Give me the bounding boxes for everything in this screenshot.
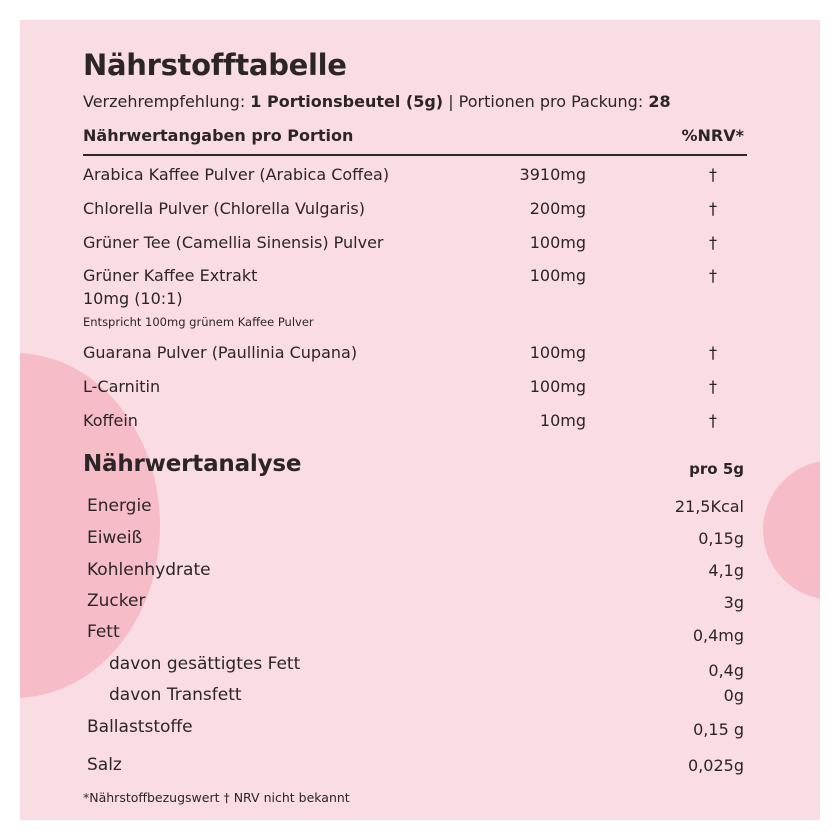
ingredient-nrv: †: [709, 165, 717, 184]
nutrient-value: 0,4mg: [692, 626, 744, 645]
ingredient-name: Guarana Pulver (Paullinia Cupana): [83, 343, 358, 362]
ingredient-nrv: †: [709, 266, 717, 285]
nutrient-name: Salz: [87, 755, 122, 775]
ingredient-sub: 10mg (10:1): [83, 289, 183, 308]
decorative-circle-right: [763, 460, 820, 600]
ingredient-nrv: †: [709, 199, 717, 218]
nutrient-value: 0,025g: [688, 756, 744, 775]
nutrient-value: 0,15 g: [693, 720, 744, 739]
nutrient-name: davon gesättigtes Fett: [109, 654, 301, 674]
ingredient-amount: 10mg: [539, 411, 586, 430]
ingredients-header-label: Nährwertangaben pro Portion: [83, 126, 354, 145]
nutrient-name: Kohlenhydrate: [87, 560, 211, 580]
decorative-circle-left: [20, 353, 160, 698]
serving-prefix: Verzehrempfehlung:: [83, 92, 251, 111]
nutrient-value: 0g: [723, 686, 744, 705]
nutrient-value: 21,5Kcal: [674, 497, 744, 516]
serving-portion: 1 Portionsbeutel (5g): [250, 92, 444, 111]
nutrient-value: 4,1g: [708, 561, 744, 580]
ingredient-name: Grüner Kaffee Extrakt: [83, 266, 258, 285]
nutrient-name: Eiweiß: [87, 528, 143, 548]
ingredient-name: Chlorella Pulver (Chlorella Vulgaris): [83, 199, 365, 218]
ingredient-nrv: †: [709, 411, 717, 430]
analysis-title: Nährwertanalyse: [83, 451, 302, 477]
ingredient-amount: 100mg: [529, 343, 586, 362]
nutrient-name: Zucker: [87, 591, 146, 611]
nutrient-value: 0,15g: [698, 529, 744, 548]
serving-info: [83, 92, 671, 111]
ingredient-name: Koffein: [83, 411, 138, 430]
analysis-column-header: pro 5g: [689, 460, 744, 478]
nutrition-card: [20, 20, 820, 820]
nutrient-name: davon Transfett: [109, 685, 242, 705]
nutrient-name: Energie: [87, 496, 152, 516]
footnote: *Nährstoffbezugswert † NRV nicht bekannt: [83, 790, 350, 805]
ingredient-note: Entspricht 100mg grünem Kaffee Pulver: [83, 315, 314, 329]
ingredients-header-nrv: %NRV*: [681, 126, 744, 145]
ingredient-nrv: †: [709, 377, 717, 396]
nutrient-name: Ballaststoffe: [87, 717, 193, 737]
ingredient-amount: 100mg: [529, 266, 586, 285]
ingredient-amount: 100mg: [529, 377, 586, 396]
ingredient-amount: 200mg: [529, 199, 586, 218]
header-divider: [83, 154, 747, 156]
ingredient-name: L-Carnitin: [83, 377, 161, 396]
nutrient-value: 0,4g: [708, 661, 744, 680]
nutrient-name: Fett: [87, 622, 120, 642]
ingredient-nrv: †: [709, 233, 717, 252]
ingredient-name: Grüner Tee (Camellia Sinensis) Pulver: [83, 233, 384, 252]
page-title: Nährstofftabelle: [83, 48, 347, 82]
ingredient-amount: 3910mg: [519, 165, 586, 184]
nutrient-value: 3g: [723, 593, 744, 612]
ingredient-name: Arabica Kaffee Pulver (Arabica Coffea): [83, 165, 390, 184]
ingredient-amount: 100mg: [529, 233, 586, 252]
serving-middle: | Portionen pro Packung:: [443, 92, 649, 111]
serving-count: 28: [648, 92, 671, 111]
ingredient-nrv: †: [709, 343, 717, 362]
